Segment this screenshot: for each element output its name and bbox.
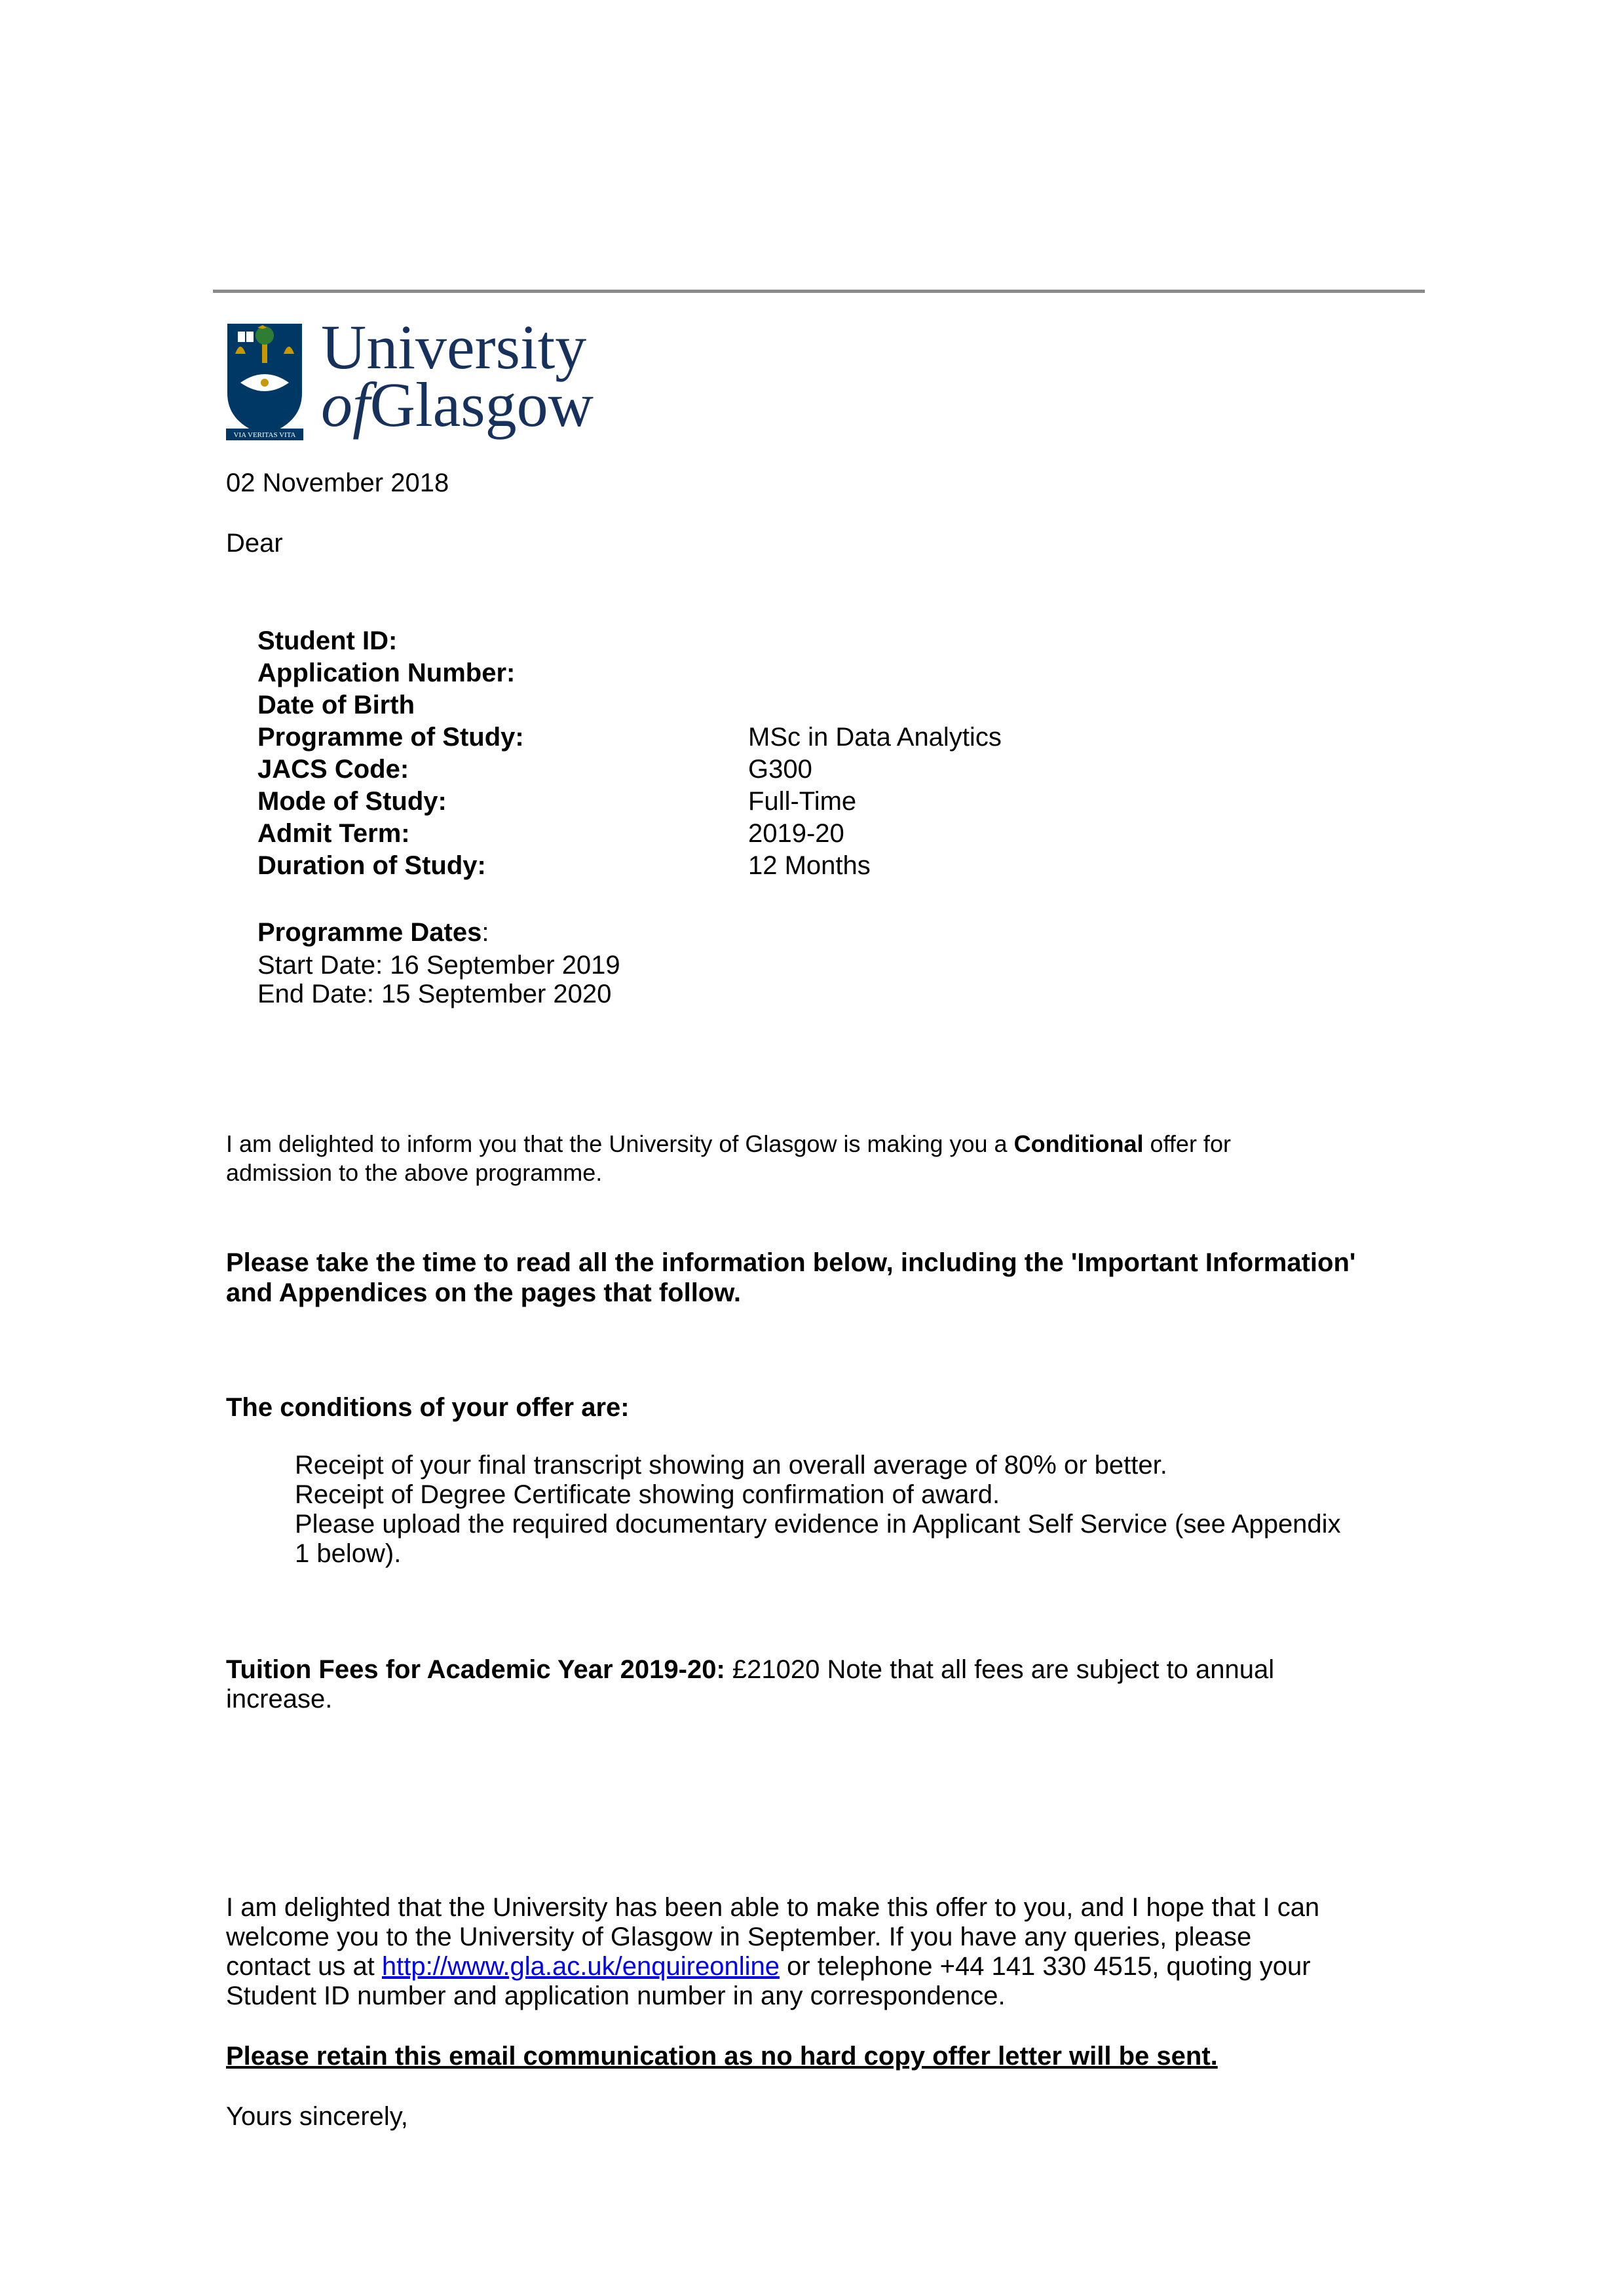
- salutation: Dear: [226, 529, 283, 558]
- logo-wordmark-line2: [321, 372, 594, 438]
- closing-line4: Student ID number and application number in any correspondence.: [226, 1981, 1006, 2010]
- detail-value-mode-of-study: Full-Time: [748, 787, 857, 816]
- tuition-fees-amount: £21020 Note that all fees are subject to annual: [725, 1655, 1275, 1684]
- detail-label-programme: Programme of Study:: [257, 723, 524, 752]
- offer-type: Conditional: [1013, 1130, 1144, 1157]
- detail-label-admit-term: Admit Term:: [257, 819, 410, 848]
- detail-label-mode-of-study: Mode of Study:: [257, 787, 447, 816]
- read-notice-line2: and Appendices on the pages that follow.: [226, 1278, 741, 1307]
- detail-label-duration: Duration of Study:: [257, 851, 486, 880]
- detail-value-programme: MSc in Data Analytics: [748, 723, 1002, 752]
- closing-line3: contact us at http://www.gla.ac.uk/enquireonline or telephone +44 141 330 4515, quoting your: [226, 1952, 1311, 1981]
- read-notice-line1: Please take the time to read all the information below, including the 'Important Information': [226, 1248, 1356, 1277]
- closing-line2: welcome you to the University of Glasgow in September. If you have any queries, please: [226, 1923, 1252, 1951]
- programme-end-date: End Date: 15 September 2020: [257, 980, 612, 1008]
- logo-wordmark-of: of: [321, 370, 370, 440]
- retain-notice: Please retain this email communication as no hard copy offer letter will be sent.: [226, 2042, 1218, 2071]
- tuition-fees-label: Tuition Fees for Academic Year 2019-20:: [226, 1655, 725, 1684]
- programme-start-date: Start Date: 16 September 2019: [257, 951, 620, 980]
- logo-wordmark-line1: University: [321, 312, 587, 382]
- detail-label-date-of-birth: Date of Birth: [257, 691, 415, 719]
- condition-line: Receipt of Degree Certificate showing confirmation of award.: [295, 1480, 1000, 1509]
- university-logo: [226, 312, 619, 443]
- condition-line: Please upload the required documentary evidence in Applicant Self Service (see Appendix: [295, 1510, 1341, 1539]
- programme-dates-heading: Programme Dates:: [257, 918, 489, 947]
- header-rule: [213, 290, 1425, 293]
- detail-label-student-id: Student ID:: [257, 626, 398, 655]
- logo-wordmark-glasgow: Glasgow: [369, 370, 594, 440]
- tuition-fees-line1: [226, 1655, 1274, 1685]
- detail-value-duration: 12 Months: [748, 851, 871, 880]
- offer-statement-line1: I am delighted to inform you that the University of Glasgow is making you a Conditional offer for: [226, 1130, 1231, 1157]
- condition-line: 1 below).: [295, 1539, 402, 1568]
- detail-value-jacs-code: G300: [748, 755, 812, 784]
- conditions-heading: The conditions of your offer are:: [226, 1393, 630, 1422]
- closing-line1: I am delighted that the University has been able to make this offer to you, and I hope that I can: [226, 1893, 1320, 1922]
- signoff: Yours sincerely,: [226, 2102, 408, 2131]
- tuition-fees-line2: increase.: [226, 1685, 333, 1713]
- detail-label-jacs-code: JACS Code:: [257, 755, 409, 784]
- logo-motto: VIA VERITAS VITA: [233, 431, 296, 439]
- enquire-online-link[interactable]: http://www.gla.ac.uk/enquireonline: [381, 1952, 780, 1981]
- letter-date: 02 November 2018: [226, 469, 449, 497]
- offer-statement-line2: admission to the above programme.: [226, 1159, 603, 1186]
- detail-value-admit-term: 2019-20: [748, 819, 844, 848]
- condition-line: Receipt of your final transcript showing an overall average of 80% or better.: [295, 1451, 1167, 1480]
- detail-label-application-number: Application Number:: [257, 659, 516, 687]
